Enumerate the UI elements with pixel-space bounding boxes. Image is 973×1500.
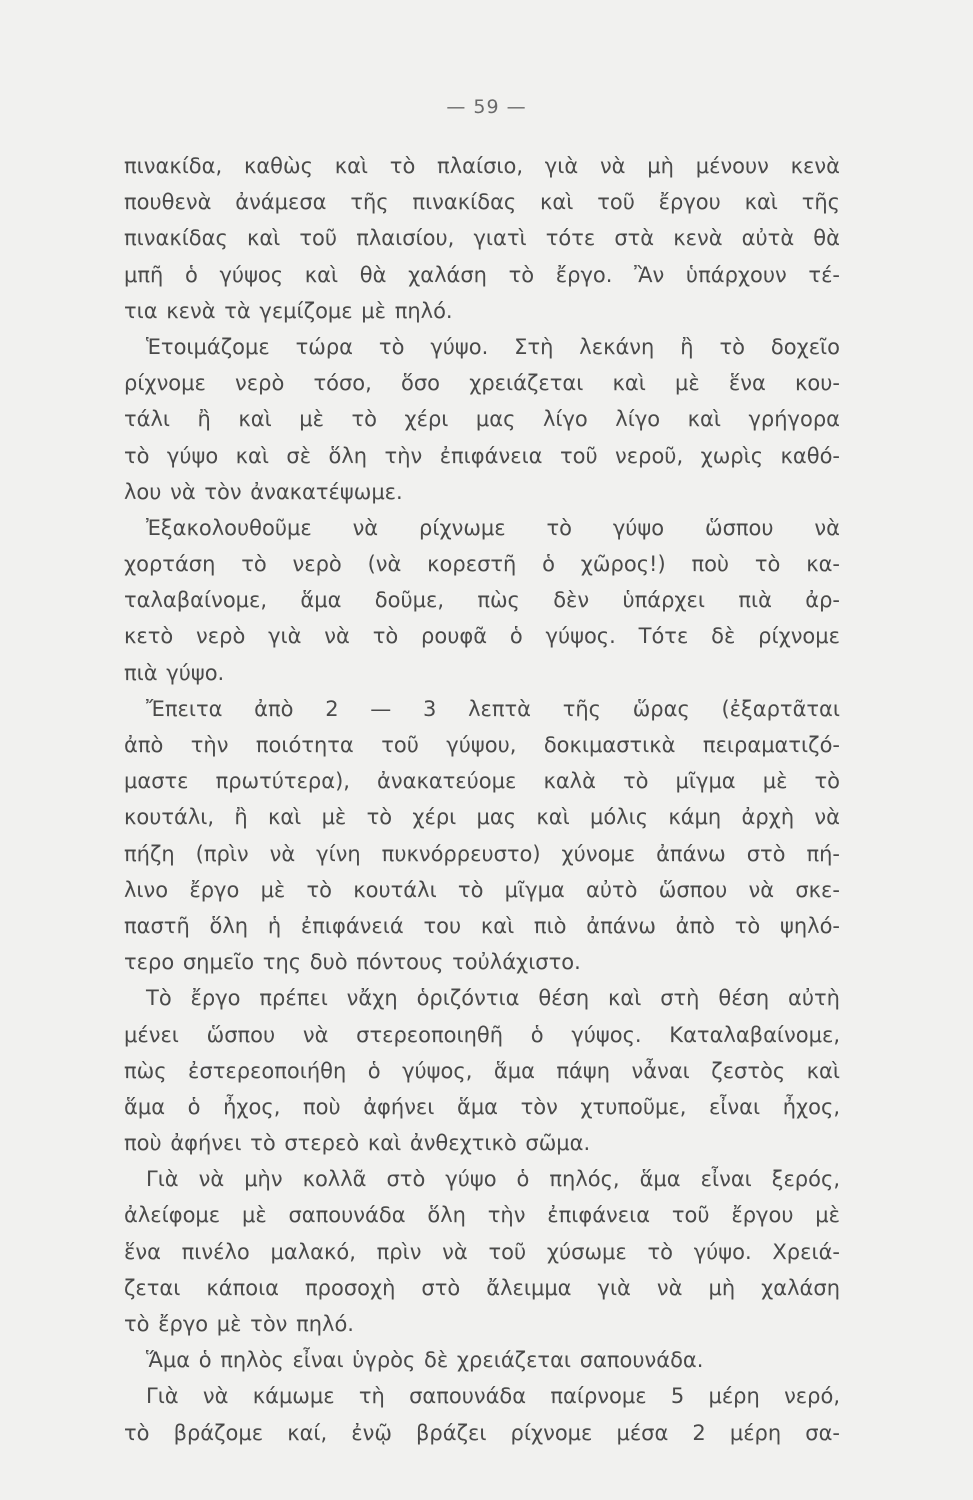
- text-line: ρίχνομε νερὸ τόσο, ὅσο χρειάζεται καὶ μὲ ἕνα κου-: [124, 371, 840, 396]
- body-text: [124, 148, 840, 1451]
- text-line: χορτάση τὸ νερὸ (νὰ κορεστῆ ὁ χῶρος!) ποὺ τὸ κα-: [124, 552, 840, 577]
- text-line: λινο ἔργο μὲ τὸ κουτάλι τὸ μῖγμα αὐτὸ ὥσπου νὰ σκε-: [124, 877, 840, 902]
- text-line: Ἑτοιμάζομε τώρα τὸ γύψο. Στὴ λεκάνη ἢ τὸ δοχεῖο: [146, 334, 840, 359]
- text-line: πὼς ἐστερεοποιήθη ὁ γύψος, ἅμα πάψη νἆναι ζεστὸς καὶ: [124, 1058, 840, 1083]
- text-line: πινακίδα, καθὼς καὶ τὸ πλαίσιο, γιὰ νὰ μὴ μένουν κενὰ: [124, 154, 840, 178]
- text-line: Ἅμα ὁ πηλὸς εἶναι ὑγρὸς δὲ χρειάζεται σαπουνάδα.: [146, 1348, 704, 1373]
- text-line: ζεται κάποια προσοχὴ στὸ ἄλειμμα γιὰ νὰ μὴ χαλάση: [124, 1275, 840, 1300]
- text-line: λου νὰ τὸν ἀνακατέψωμε.: [124, 479, 403, 504]
- page-number: — 59 —: [446, 96, 527, 118]
- text-line: πουθενὰ ἀνάμεσα τῆς πινακίδας καὶ τοῦ ἔργου καὶ τῆς: [124, 190, 840, 215]
- text-line: Γιὰ νὰ κάμωμε τὴ σαπουνάδα παίρνομε 5 μέρη νερό,: [146, 1384, 840, 1409]
- text-line: τὸ ἔργο μὲ τὸν πηλό.: [124, 1312, 354, 1336]
- text-line: ποὺ ἀφήνει τὸ στερεὸ καὶ ἀνθεχτικὸ σῶμα.: [124, 1131, 591, 1156]
- text-line: τάλι ἢ καὶ μὲ τὸ χέρι μας λίγο λίγο καὶ γρήγορα: [124, 407, 840, 432]
- text-line: μένει ὥσπου νὰ στερεοποιηθῆ ὁ γύψος. Καταλαβαίνομε,: [124, 1022, 840, 1047]
- text-line: μπῆ ὁ γύψος καὶ θὰ χαλάση τὸ ἔργο. Ἂν ὑπάρχουν τέ-: [124, 262, 840, 287]
- text-line: ταλαβαίνομε, ἅμα δοῦμε, πὼς δὲν ὑπάρχει πιὰ ἀρ-: [124, 588, 840, 613]
- text-line: μαστε πρωτύτερα), ἀνακατεύομε καλὰ τὸ μῖγμα μὲ τὸ: [124, 769, 840, 794]
- text-line: παστῆ ὅλη ἡ ἐπιφάνειά του καὶ πιὸ ἀπάνω ἀπὸ τὸ ψηλό-: [124, 913, 840, 938]
- text-line: κουτάλι, ἢ καὶ μὲ τὸ χέρι μας καὶ μόλις κάμη ἀρχὴ νὰ: [124, 805, 840, 830]
- text-line: Ἐξακολουθοῦμε νὰ ρίχνωμε τὸ γύψο ὥσπου νὰ: [146, 515, 840, 540]
- text-line: ἀλείφομε μὲ σαπουνάδα ὅλη τὴν ἐπιφάνεια τοῦ ἔργου μὲ: [124, 1203, 840, 1228]
- text-line: Γιὰ νὰ μὴν κολλᾶ στὸ γύψο ὁ πηλός, ἅμα εἶναι ξερός,: [146, 1167, 840, 1192]
- text-line: πινακίδας καὶ τοῦ πλαισίου, γιατὶ τότε στὰ κενὰ αὐτὰ θὰ: [124, 226, 840, 251]
- text-line: κετὸ νερὸ γιὰ νὰ τὸ ρουφᾶ ὁ γύψος. Τότε δὲ ρίχνομε: [124, 624, 840, 649]
- text-line: πιὰ γύψο.: [124, 660, 225, 685]
- text-line: τερο σημεῖο της δυὸ πόντους τοὐλάχιστο.: [124, 950, 581, 975]
- text-line: Τὸ ἔργο πρέπει νἄχη ὁριζόντια θέση καὶ στὴ θέση αὐτὴ: [146, 986, 840, 1011]
- text-line: τια κενὰ τὰ γεμίζομε μὲ πηλό.: [124, 298, 453, 323]
- text-line: ἅμα ὁ ἦχος, ποὺ ἀφήνει ἅμα τὸν χτυποῦμε, εἶναι ἦχος,: [124, 1094, 840, 1119]
- text-line: ἀπὸ τὴν ποιότητα τοῦ γύψου, δοκιμαστικὰ πειραματιζό-: [124, 733, 840, 757]
- text-line: πήζη (πρὶν νὰ γίνη πυκνόρρευστο) χύνομε ἀπάνω στὸ πή-: [124, 841, 840, 866]
- text-line: ἕνα πινέλο μαλακό, πρὶν νὰ τοῦ χύσωμε τὸ γύψο. Χρειά-: [124, 1239, 840, 1264]
- text-line: Ἔπειτα ἀπὸ 2 — 3 λεπτὰ τῆς ὥρας (ἐξαρτᾶται: [146, 696, 840, 721]
- text-line: τὸ βράζομε καί, ἐνῷ βράζει ρίχνομε μέσα 2 μέρη σα-: [124, 1420, 840, 1445]
- text-line: τὸ γύψο καὶ σὲ ὅλη τὴν ἐπιφάνεια τοῦ νεροῦ, χωρὶς καθό-: [124, 443, 840, 468]
